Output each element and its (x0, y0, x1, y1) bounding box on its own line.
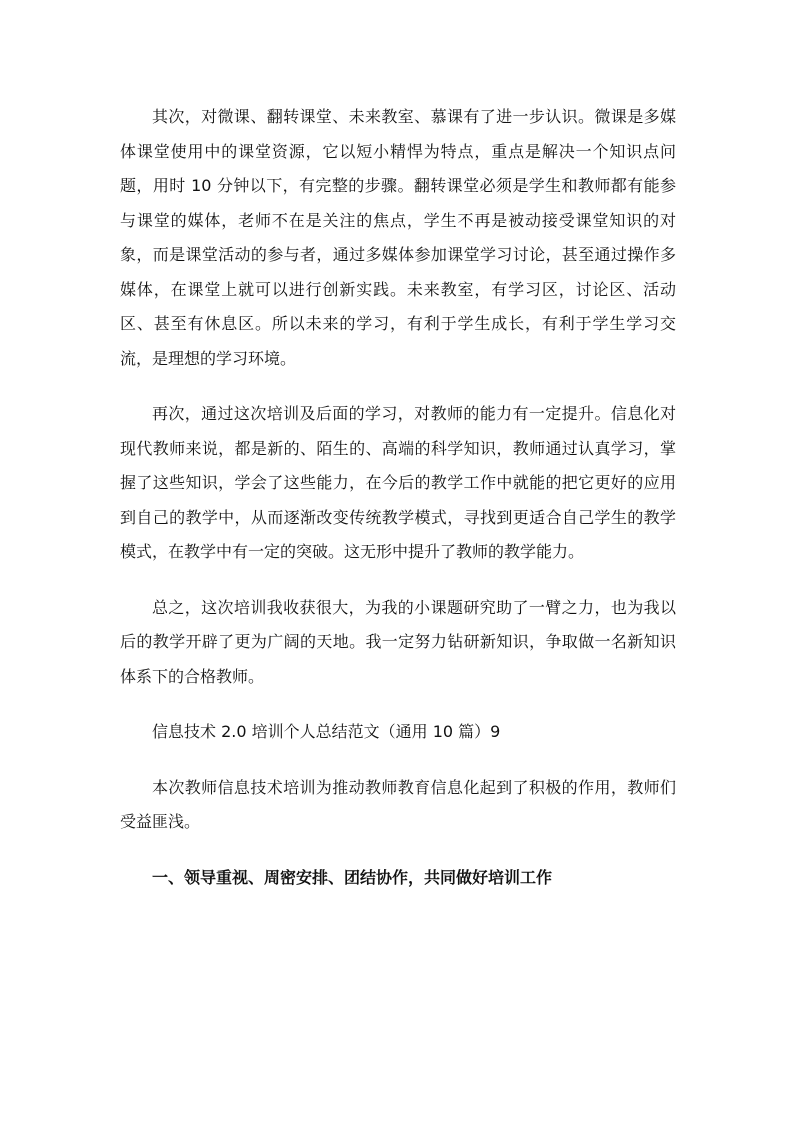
document-page (120, 100, 676, 895)
paragraph-summary: 总之，这次培训我收获很大，为我的小课题研究助了一臂之力，也为我以后的教学开辟了更为广阔的天地。我一定努力钻研新知识，争取做一名新知识体系下的合格教师。 (120, 597, 676, 686)
paragraph-microcourse: 其次，对微课、翻转课堂、未来教室、慕课有了进一步认识。微课是多媒体课堂使用中的课堂资源，它以短小精悍为特点，重点是解决一个知识点问题，用时 10 分钟以下，有完整的步骤。翻转课堂必须是学生和教师都有能参与课堂的媒体，老师不在是关注的焦点，学生不再是被动接受课堂知识的对象，而是课堂活动的参与者，通过多媒体参加课堂学习讨论，甚至通过操作多媒体，在课堂上就可以进行创新实践。未来教室，有学习区，讨论区、活动区、甚至有休息区。所以未来的学习，有利于学生成长，有利于学生学习交流，是理想的学习环境。 (120, 107, 676, 368)
article-title: 信息技术 2.0 培训个人总结范文（通用 10 篇）9 (152, 722, 501, 741)
paragraph-intro: 本次教师信息技术培训为推动教师教育信息化起到了积极的作用，教师们受益匪浅。 (120, 777, 676, 831)
paragraph-ability: 再次，通过这次培训及后面的学习，对教师的能力有一定提升。信息化对现代教师来说，都是新的、陌生的、高端的科学知识，教师通过认真学习，掌握了这些知识，学会了这些能力，在今后的教学工作中就能的把它更好的应用到自己的教学中，从而逐渐改变传统教学模式，寻找到更适合自己学生的教学模式，在教学中有一定的突破。这无形中提升了教师的教学能力。 (120, 404, 676, 561)
section-heading: 一、领导重视、周密安排、团结协作，共同做好培训工作 (152, 867, 553, 887)
